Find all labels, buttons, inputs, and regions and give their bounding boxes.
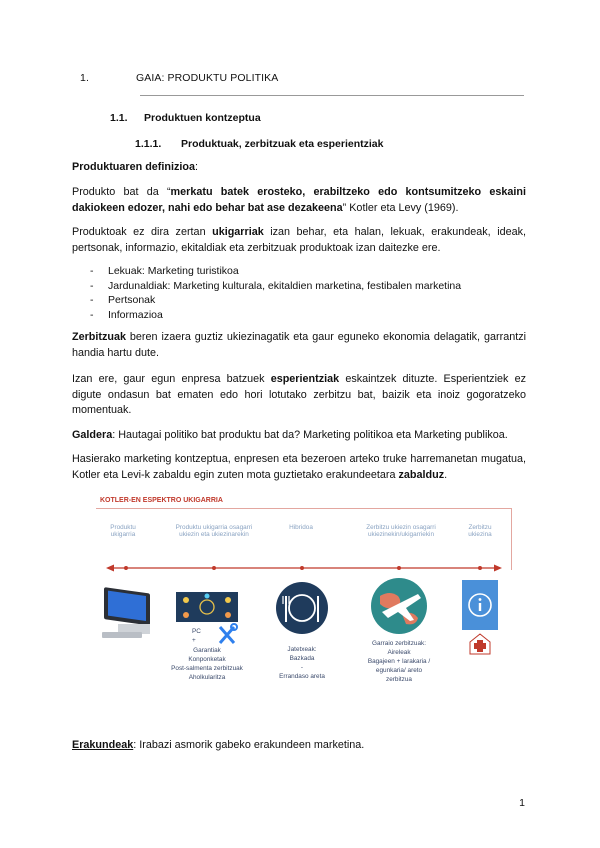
p2-pre: Produktoak ez dira zertan [72, 226, 213, 238]
list-item [90, 308, 461, 323]
list-item-text: Jardunaldiak: Marketing kulturala, ekitaldien marketina, festibalen marketina [108, 279, 462, 292]
list-item [90, 279, 461, 294]
kotler-spectrum-figure [96, 494, 512, 704]
list-item-text: Pertsonak [108, 294, 156, 306]
tools-icon [220, 624, 237, 643]
kotler-post: . [444, 468, 448, 481]
examples-list [90, 264, 461, 322]
spectrum-dot [300, 566, 304, 570]
caption-4d: egunkaria/ areto [375, 667, 423, 674]
spectrum-label-tangible-plus: Produktu ukigarria osagarri ukiezin eta ukiezinarekin [175, 524, 253, 538]
heading-1 [80, 72, 278, 84]
caption-2b: + [192, 637, 196, 644]
kotler-bold: zabalduz [398, 468, 445, 481]
organizations-paragraph [72, 738, 526, 754]
question-bold: Galdera [72, 429, 113, 441]
spectrum-dot [478, 566, 482, 570]
caption-3a: Jatetxeak: [287, 646, 317, 653]
services-bold: Zerbitzuak [72, 331, 126, 343]
computer-icon [102, 587, 150, 638]
spectrum-label-hybrid: Hibridoa [289, 524, 313, 531]
caption-2f: Aholkularitza [188, 674, 226, 681]
spectrum-dot [124, 566, 128, 570]
spectrum-label-intangible: Zerbitzu ukiezina [468, 524, 492, 538]
heading-3 [135, 138, 383, 150]
caption-4c: Bagajeen + larakaria / [367, 658, 431, 665]
heading-2 [110, 112, 261, 124]
services-text: beren izaera guztiz ukiezinagatik eta gaur eguneko ekonomia delagatik, garrantzi handia hartu dute. [72, 331, 526, 359]
arrow-left-head [106, 565, 114, 572]
figure-title: KOTLER-EN ESPEKTRO UKIGARRIA [100, 497, 223, 504]
caption-3c: - [300, 664, 304, 671]
exp-bold: esperientziak [270, 373, 340, 385]
list-item [90, 293, 461, 308]
list-item-text: Informazioa [108, 308, 163, 321]
definition-colon: : [194, 161, 198, 173]
list-dash: - [90, 265, 94, 277]
caption-2e: Post-salmenta zerbitzuak [171, 665, 243, 672]
list-dash: - [90, 279, 94, 292]
caption-4a: Garraio zerbitzuak: [372, 640, 426, 647]
spectrum-label-service-plus: Zerbitzu ukiezin osagarri ukiezinekin/ukigarriekin [366, 524, 436, 538]
info-icon [462, 580, 498, 630]
question-paragraph [72, 428, 526, 444]
experiences-paragraph [72, 372, 526, 419]
heading-1-number: 1. [80, 72, 89, 84]
heading-3-number: 1.1.1. [135, 138, 162, 150]
caption-2c: Garantiak [193, 647, 221, 654]
intangible-paragraph [72, 225, 526, 256]
exp-pre: Izan ere, gaur egun enpresa batzuek [72, 373, 271, 385]
first-aid-icon [470, 634, 490, 654]
caption-4b: Aireleak [387, 649, 411, 656]
definition-p1-post: ” Kotler eta Levy (1969). [342, 201, 459, 214]
organizations-text: : Irabazi asmorik gabeko erakundeen marketina. [133, 739, 365, 751]
services-paragraph [72, 330, 526, 361]
kotler-paragraph [72, 452, 526, 483]
caption-4e: zerbitzua [386, 676, 412, 683]
list-dash: - [90, 294, 94, 306]
network-services-icon [176, 592, 238, 622]
heading-1-title: GAIA: PRODUKTU POLITIKA [136, 72, 279, 84]
p2-post: izan behar, eta halan, lekuak, erakundeak, ideak, pertsonak, informazio, ekitaldiak eta zerbitzuak produktoak izan daitezke ere. [72, 226, 527, 254]
airplane-globe-icon [371, 578, 427, 634]
definition-label-line [72, 160, 526, 176]
spectrum-label-tangible: Produktu ukigarria [110, 524, 136, 538]
definition-p1-pre: Produkto bat da “ [72, 186, 171, 198]
p2-bold: ukigarriak [212, 226, 264, 238]
question-text: : Hautagai politiko bat produktu bat da? Marketing politikoa eta Marketing publikoa. [112, 429, 508, 441]
list-dash: - [90, 308, 94, 321]
list-item-text: Lekuak: Marketing turistikoa [108, 265, 239, 277]
heading-2-number: 1.1. [110, 112, 128, 124]
organizations-bold: Erakundeak [72, 739, 134, 751]
definition-label: Produktuaren definizioa [72, 161, 195, 173]
exp-post: eskaintzek dituzte. Esperientziek ez digute ondasun bat ematen edo hori lotutako zerbitzu bat, baizik eta inoiz gogoratzeko momentuak. [72, 373, 526, 416]
list-item [90, 264, 461, 279]
arrow-right-head [494, 565, 502, 572]
restaurant-icon [276, 582, 328, 634]
definition-p1-bold: merkatu batek erosteko, erabiltzeko edo kontsumitzeko eskaini dakiokeen edozer, nahi edo behar bat ase dezakeena [72, 186, 526, 214]
caption-2d: Konponketak [188, 656, 226, 663]
definition-paragraph [72, 185, 526, 216]
heading-divider [140, 95, 524, 96]
caption-3b: Bazkada [289, 655, 315, 662]
heading-2-title: Produktuen kontzeptua [144, 112, 261, 124]
kotler-pre: Hasierako marketing kontzeptua, enpresen eta bezeroen arteko truke harremanetan mugatua, Kotler eta Levi-k zabaldu egin zuten mota guztietako erakundeetara [72, 453, 526, 481]
caption-2a: PC [192, 628, 201, 635]
heading-3-title: Produktuak, zerbitzuak eta esperientziak [181, 138, 384, 150]
spectrum-dot [397, 566, 401, 570]
caption-3d: Errandaso areta [279, 673, 325, 680]
page-number: 1 [519, 797, 525, 809]
spectrum-dot [212, 566, 216, 570]
